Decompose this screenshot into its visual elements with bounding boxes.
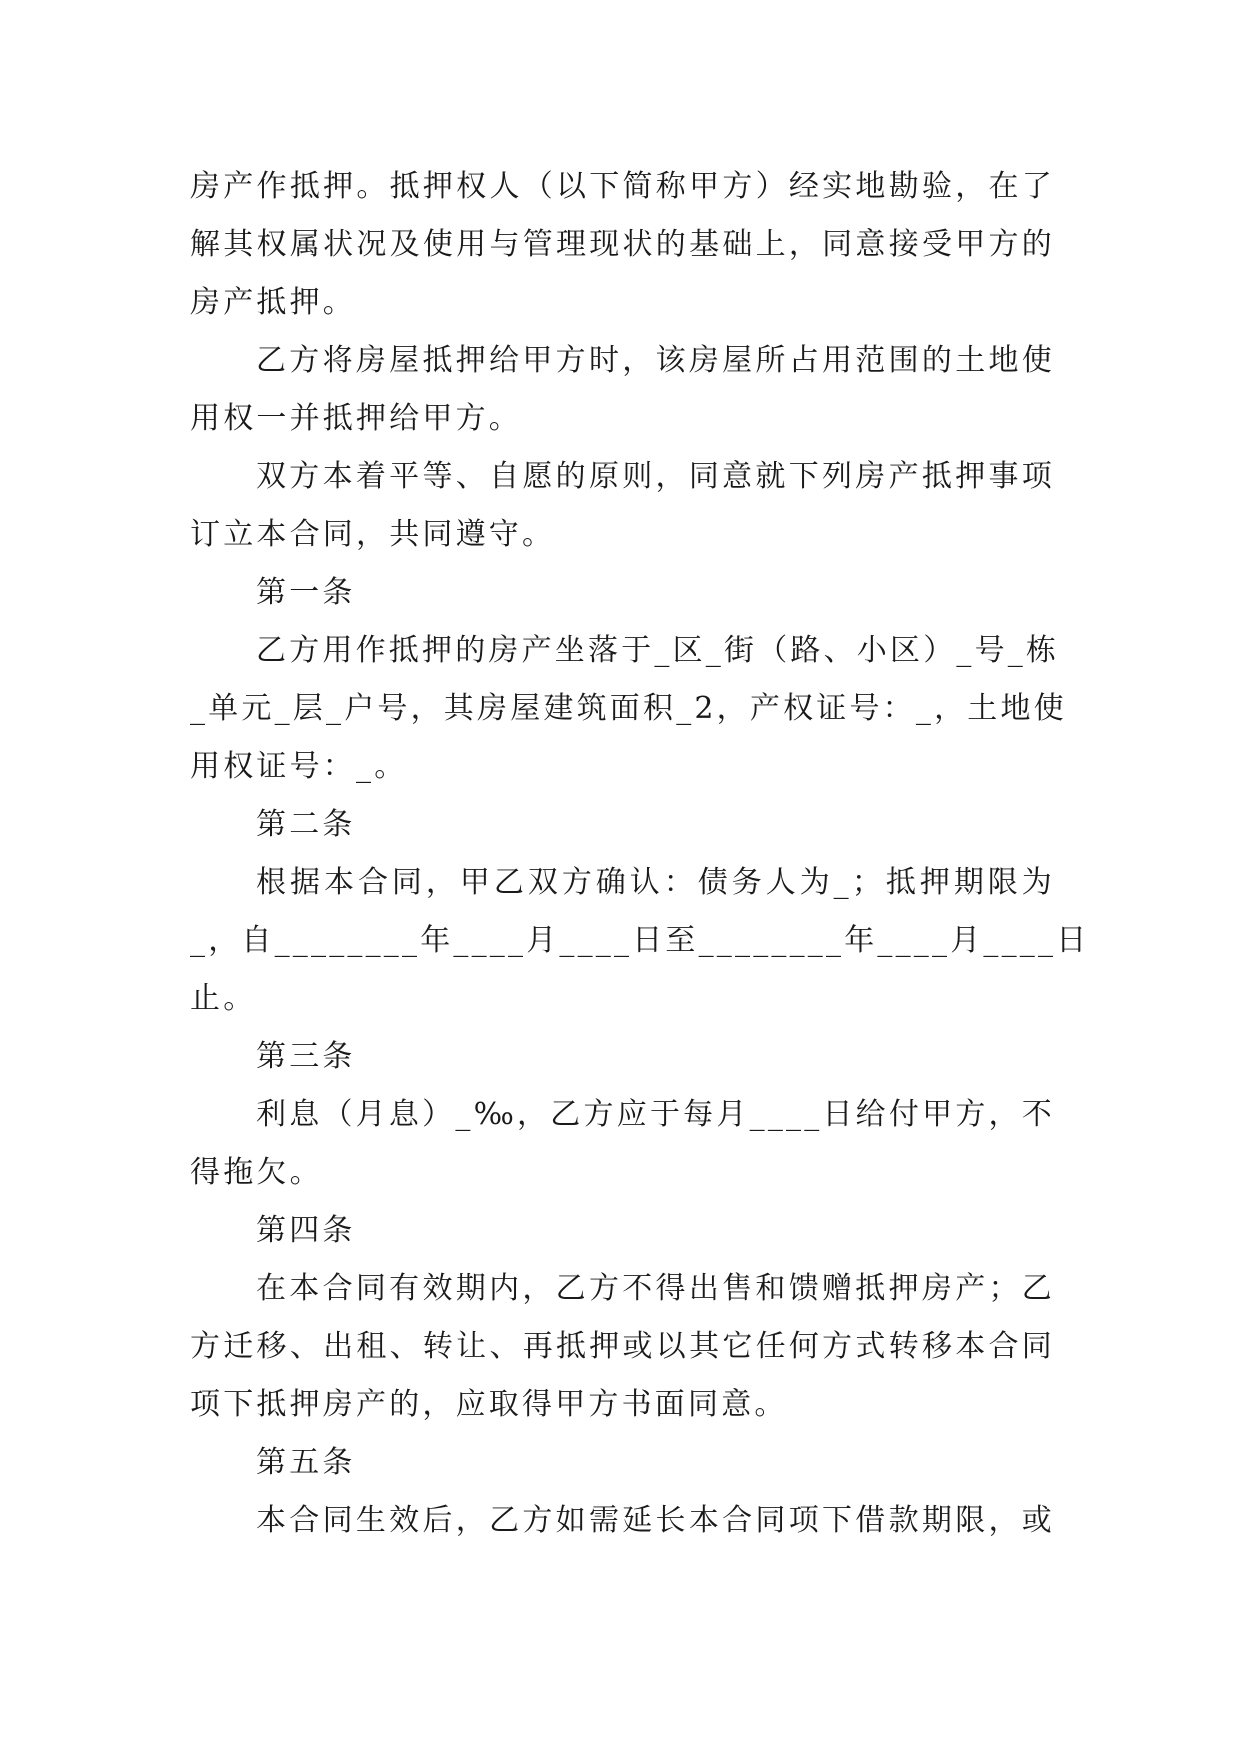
text-line: 双方本着平等、自愿的原则，同意就下列房产抵押事项 xyxy=(256,459,1055,494)
text-line: 乙方用作抵押的房产坐落于_区_街（路、小区）_号_栋 xyxy=(256,633,1060,668)
text-line: 得拖欠。 xyxy=(190,1155,323,1190)
text-line: 房产抵押。 xyxy=(190,285,356,320)
text-line: 解其权属状况及使用与管理现状的基础上，同意接受甲方的 xyxy=(190,227,1055,262)
paragraph xyxy=(190,1260,1055,1434)
text-line: 利息（月息）_‰，乙方应于每月____日给付甲方，不 xyxy=(256,1097,1055,1132)
article-heading xyxy=(190,564,1055,622)
text-line: 用权一并抵押给甲方。 xyxy=(190,401,522,436)
text-line: 用权证号：_。 xyxy=(190,749,408,784)
text-line: 方迁移、出租、转让、再抵押或以其它任何方式转移本合同 xyxy=(190,1329,1055,1364)
paragraph xyxy=(190,1492,1055,1550)
text-line: 第四条 xyxy=(256,1213,356,1248)
text-line: 房产作抵押。抵押权人（以下简称甲方）经实地勘验，在了 xyxy=(190,169,1055,204)
text-line: 第五条 xyxy=(256,1445,356,1480)
text-line: 根据本合同，甲乙双方确认：债务人为_；抵押期限为 xyxy=(256,865,1055,900)
text-line: _，自________年____月____日至________年____月____日 xyxy=(190,923,1090,958)
text-line: 订立本合同，共同遵守。 xyxy=(190,517,556,552)
paragraph xyxy=(190,622,1067,796)
article-heading xyxy=(190,1434,1055,1492)
paragraph xyxy=(190,158,1055,332)
document-page xyxy=(190,158,1090,1550)
text-line: _单元_层_户号，其房屋建筑面积_2，产权证号：_，土地使 xyxy=(190,691,1067,726)
article-heading xyxy=(190,796,1055,854)
text-line: 第一条 xyxy=(256,575,356,610)
article-heading xyxy=(190,1202,1055,1260)
paragraph xyxy=(190,854,1090,1028)
paragraph xyxy=(190,1086,1055,1202)
paragraph xyxy=(190,332,1055,448)
text-line: 在本合同有效期内，乙方不得出售和馈赠抵押房产；乙 xyxy=(256,1271,1055,1306)
text-line: 止。 xyxy=(190,981,257,1016)
text-line: 本合同生效后，乙方如需延长本合同项下借款期限，或 xyxy=(256,1503,1055,1538)
paragraph xyxy=(190,448,1055,564)
contract-body xyxy=(190,158,1090,1550)
article-heading xyxy=(190,1028,1055,1086)
text-line: 项下抵押房产的，应取得甲方书面同意。 xyxy=(190,1387,788,1422)
text-line: 第三条 xyxy=(256,1039,356,1074)
text-line: 第二条 xyxy=(256,807,356,842)
text-line: 乙方将房屋抵押给甲方时，该房屋所占用范围的土地使 xyxy=(256,343,1055,378)
